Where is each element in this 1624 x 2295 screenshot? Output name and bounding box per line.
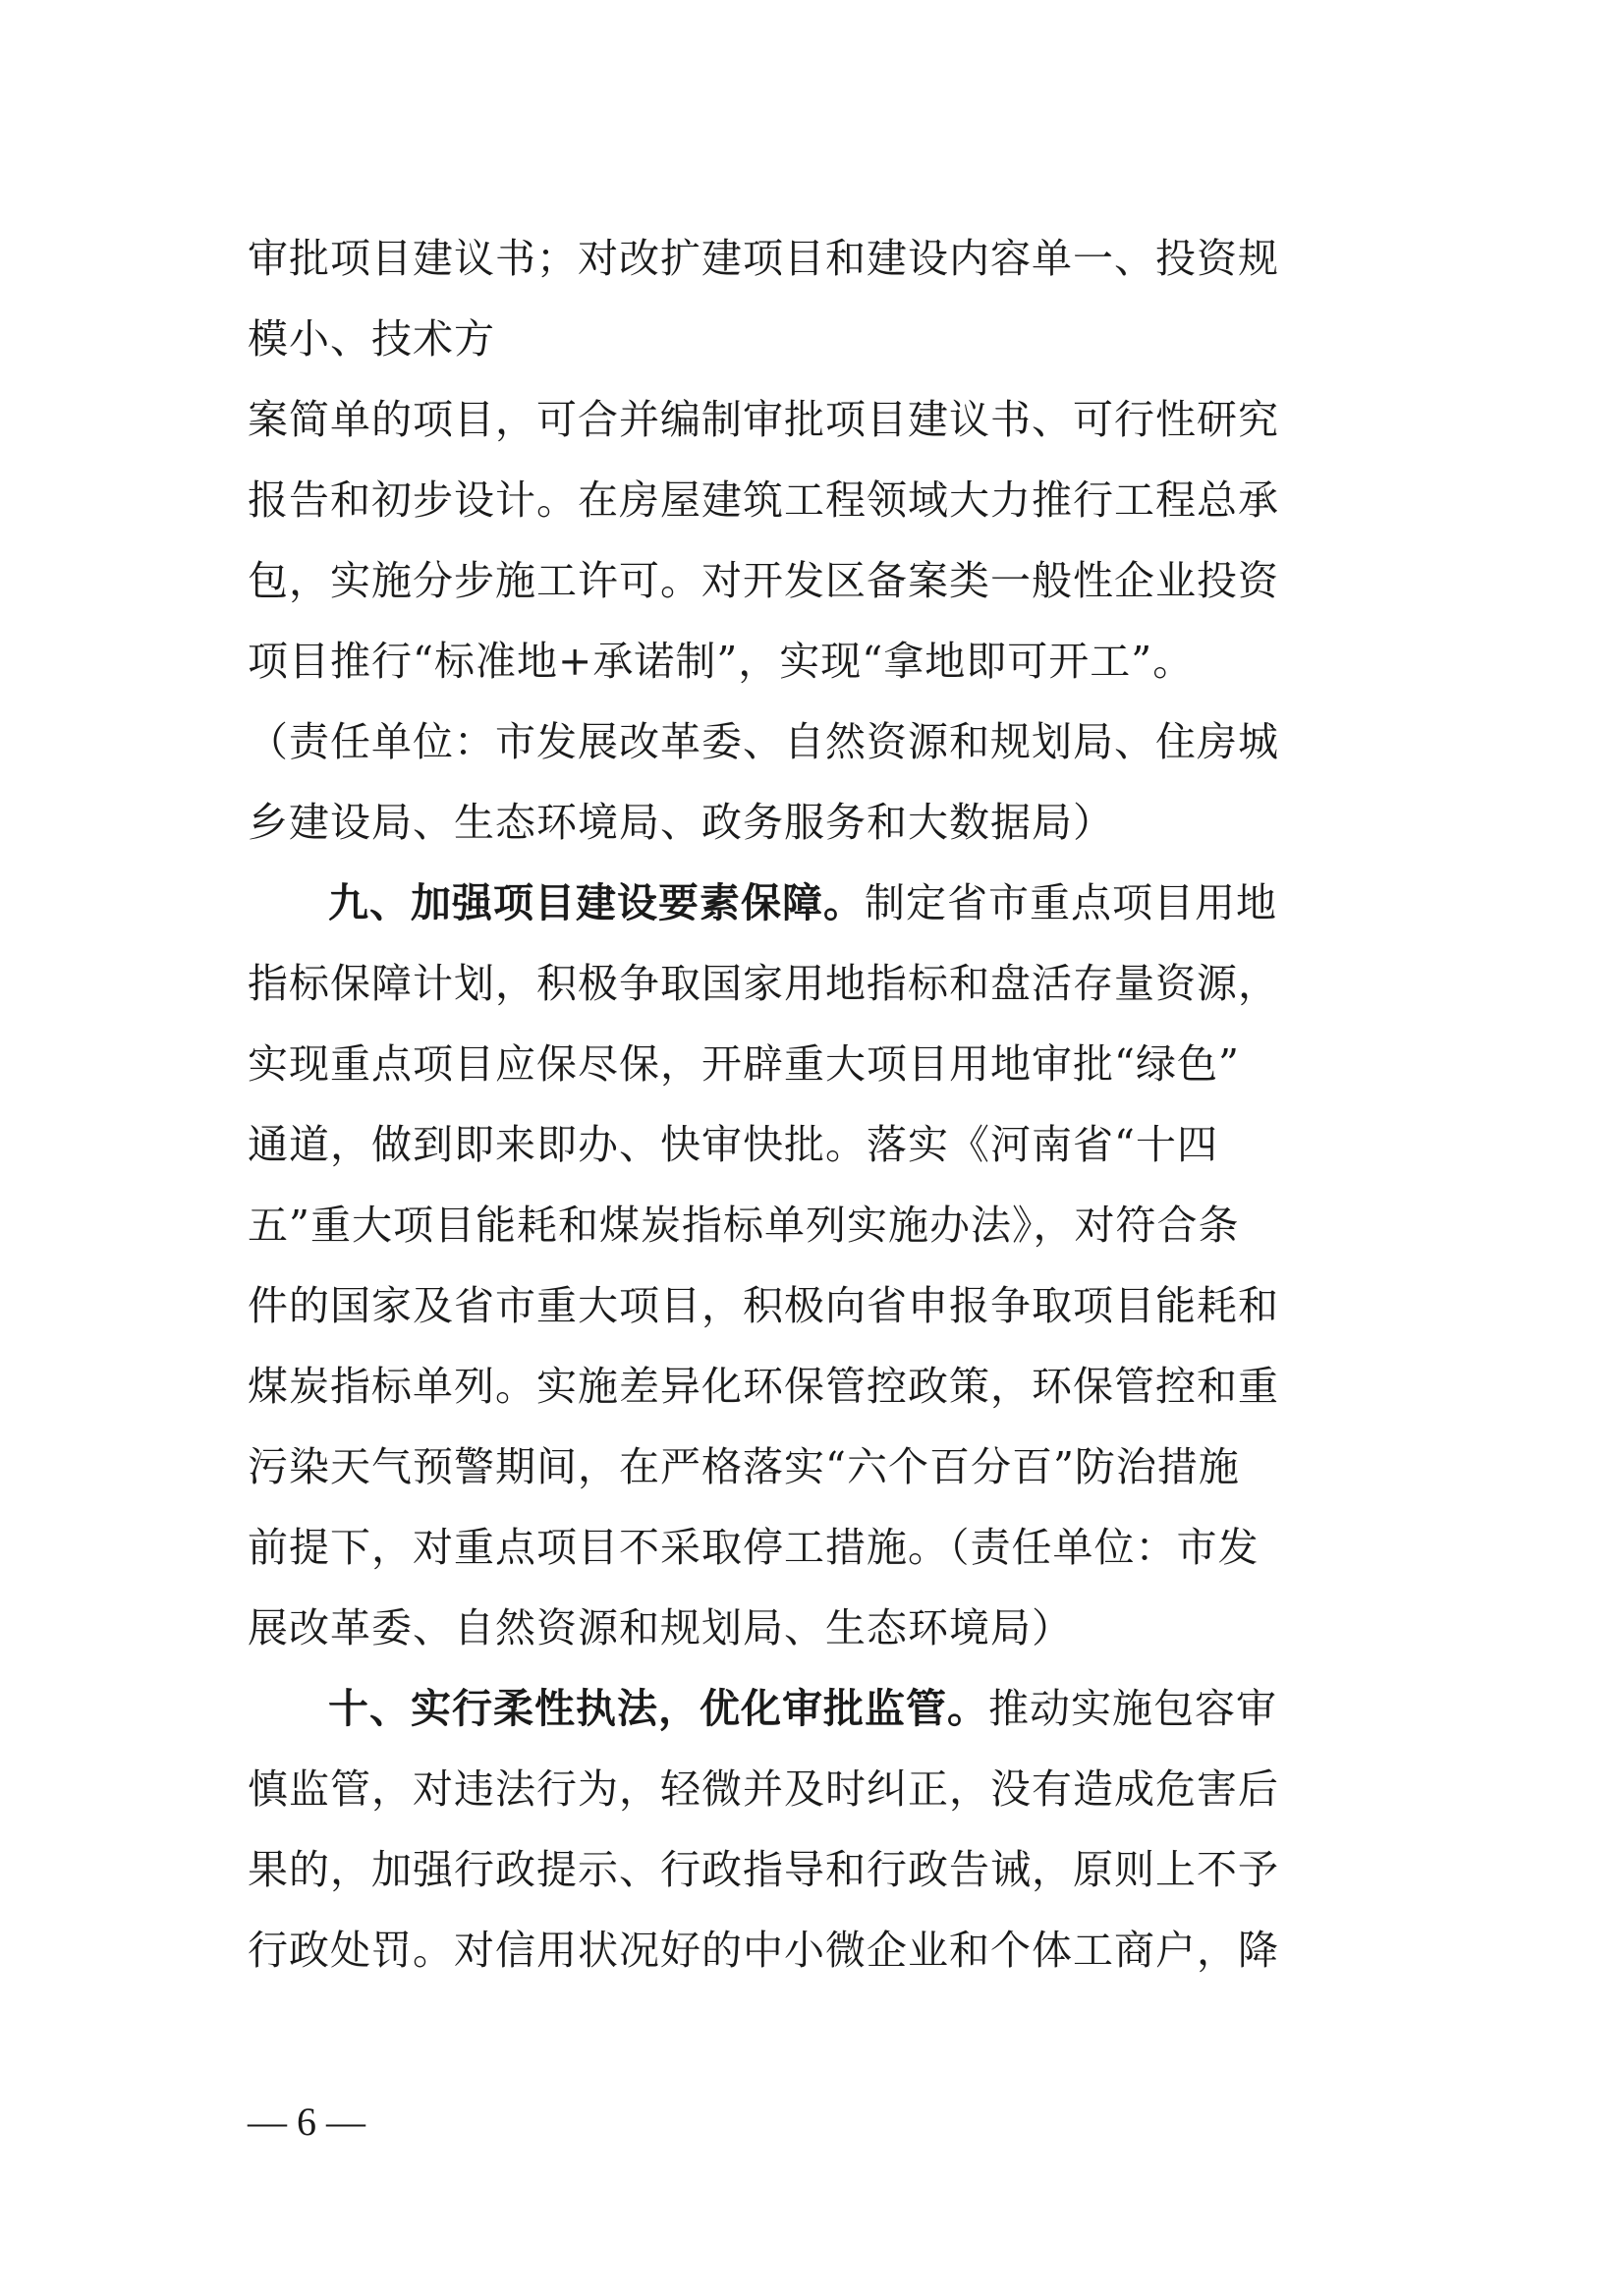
text-line: 煤炭指标单列。实施差异化环保管控政策，环保管控和重 <box>248 1363 1279 1410</box>
text-line: 包，实施分步施工许可。对开发区备案类一般性企业投资 <box>248 557 1279 604</box>
text-line: 乡建设局、生态环境局、政务服务和大数据局） <box>248 799 1114 846</box>
text-line: 通道，做到即来即办、快审快批。落实《河南省“十四 <box>248 1121 1218 1168</box>
text-line: 项目推行“标准地+承诺制”，实现“拿地即可开工”。 <box>248 638 1195 685</box>
section-9-first-line-text: 制定省市重点项目用地 <box>865 879 1277 926</box>
text-line: 报告和初步设计。在房屋建筑工程领域大力推行工程总承 <box>248 476 1279 524</box>
section-9-heading: 九、加强项目建设要素保障。 <box>328 879 865 926</box>
text-line: 审批项目建议书；对改扩建项目和建设内容单一、投资规 <box>248 235 1279 282</box>
text-line: 实现重点项目应保尽保，开辟重大项目用地审批“绿色” <box>248 1040 1240 1088</box>
text-line: （责任单位：市发展改革委、自然资源和规划局、住房城 <box>248 718 1279 765</box>
section-10-heading: 十、实行柔性执法，优化审批监管。 <box>328 1685 988 1732</box>
text-line: 五”重大项目能耗和煤炭指标单列实施办法》，对符合条 <box>248 1202 1240 1249</box>
section-10-first-line <box>248 1668 1348 1749</box>
text-line: 果的，加强行政提示、行政指导和行政告诫，原则上不予 <box>248 1846 1279 1893</box>
text-line: 展改革委、自然资源和规划局、生态环境局） <box>248 1604 1073 1651</box>
text-line: 前提下，对重点项目不采取停工措施。（责任单位：市发 <box>248 1524 1260 1571</box>
text-line: 慎监管，对违法行为，轻微并及时纠正，没有造成危害后 <box>248 1765 1279 1813</box>
section-10-first-line-text: 推动实施包容审 <box>988 1685 1277 1732</box>
text-line: 模小、技术方 <box>248 315 495 363</box>
body-text <box>248 218 1348 1990</box>
section-9-first-line <box>248 863 1348 943</box>
text-line: 指标保障计划，积极争取国家用地指标和盘活存量资源， <box>248 960 1279 1007</box>
text-line: 污染天气预警期间，在严格落实“六个百分百”防治措施 <box>248 1443 1240 1490</box>
page-number: — 6 — <box>248 2099 365 2144</box>
text-line: 案简单的项目，可合并编制审批项目建议书、可行性研究 <box>248 396 1279 443</box>
text-line: 行政处罚。对信用状况好的中小微企业和个体工商户，降 <box>248 1927 1279 1974</box>
text-line: 件的国家及省市重大项目，积极向省申报争取项目能耗和 <box>248 1282 1279 1329</box>
